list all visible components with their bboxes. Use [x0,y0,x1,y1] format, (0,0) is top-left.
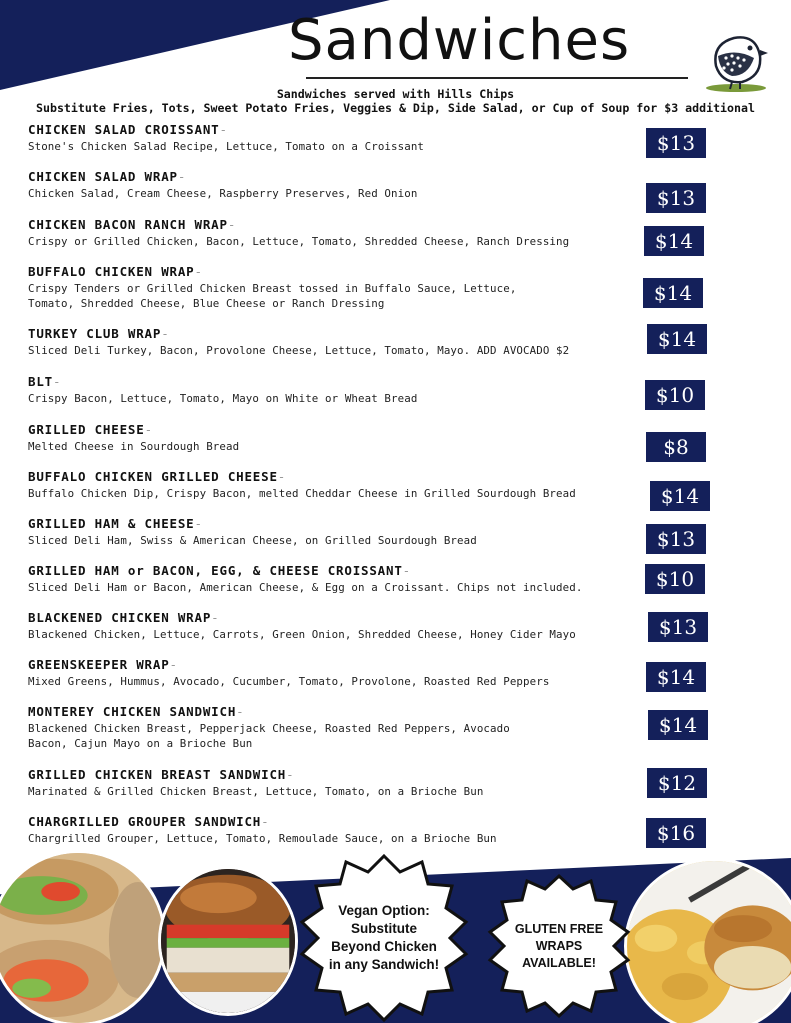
item-description: Melted Cheese in Sourdough Bread [28,440,240,453]
price-badge: $13 [646,524,706,554]
item-description: Blackened Chicken Breast, Pepperjack Cheese, Roasted Red Peppers, Avocado Bacon, Cajun Mayo on a Brioche Bun [28,722,510,750]
menu-item [28,374,640,406]
menu-item [28,169,640,201]
menu-item [28,469,640,501]
menu-item [28,767,640,799]
price-badge: $13 [646,183,706,213]
item-description: Buffalo Chicken Dip, Crispy Bacon, melted Cheddar Cheese in Grilled Sourdough Bread [28,487,576,500]
price-badge: $13 [648,612,708,642]
subtitle-chips: Sandwiches served with Hills Chips [276,87,515,101]
item-name: BLACKENED CHICKEN WRAP - [28,610,640,625]
item-name: CHICKEN SALAD CROISSANT - [28,122,640,137]
item-description: Blackened Chicken, Lettuce, Carrots, Green Onion, Shredded Cheese, Honey Cider Mayo [28,628,576,641]
gluten-free-text: GLUTEN FREE WRAPS AVAILABLE! [514,921,604,970]
bird-logo-icon [702,26,770,96]
menu-item [28,264,640,311]
item-description: Mixed Greens, Hummus, Avocado, Cucumber, Tomato, Provolone, Roasted Red Peppers [28,675,550,688]
item-name: CHICKEN BACON RANCH WRAP - [28,217,640,232]
menu-item [28,657,640,689]
item-description: Crispy Tenders or Grilled Chicken Breast tossed in Buffalo Sauce, Lettuce, Tomato, Shredded Cheese, Blue Cheese or Ranch Dressing [28,282,517,310]
price-badge: $16 [646,818,706,848]
item-name: GRILLED CHICKEN BREAST SANDWICH - [28,767,640,782]
price-badge: $14 [643,278,703,308]
menu-item [28,422,640,454]
item-description: Sliced Deli Ham or Bacon, American Cheese, & Egg on a Croissant. Chips not included. [28,581,583,594]
item-description: Crispy Bacon, Lettuce, Tomato, Mayo on White or Wheat Bread [28,392,418,405]
item-name: GRILLED HAM or BACON, EGG, & CHEESE CROISSANT - [28,563,640,578]
price-badge: $14 [648,710,708,740]
vegan-option-text: Vegan Option: Substitute Beyond Chicken in any Sandwich! [328,903,440,972]
menu-item [28,704,640,751]
item-description: Marinated & Grilled Chicken Breast, Lettuce, Tomato, on a Brioche Bun [28,785,484,798]
page-title: Sandwiches [288,8,631,73]
price-badge: $13 [646,128,706,158]
item-description: Sliced Deli Turkey, Bacon, Provolone Cheese, Lettuce, Tomato, Mayo. ADD AVOCADO $2 [28,344,570,357]
item-description: Crispy or Grilled Chicken, Bacon, Lettuce, Tomato, Shredded Cheese, Ranch Dressing [28,235,570,248]
vegan-option-badge [296,852,472,1023]
item-description: Chicken Salad, Cream Cheese, Raspberry Preserves, Red Onion [28,187,418,200]
item-name: BUFFALO CHICKEN GRILLED CHEESE - [28,469,640,484]
item-name: GRILLED CHEESE - [28,422,640,437]
menu-item [28,610,640,642]
item-name: BLT - [28,374,640,389]
wrap-photo [0,850,166,1023]
item-name: BUFFALO CHICKEN WRAP - [28,264,640,279]
menu-item [28,516,640,548]
item-name: CHARGRILLED GROUPER SANDWICH - [28,814,640,829]
item-name: MONTEREY CHICKEN SANDWICH - [28,704,640,719]
price-badge: $14 [646,662,706,692]
item-description: Stone's Chicken Salad Recipe, Lettuce, Tomato on a Croissant [28,140,425,153]
menu-item [28,217,640,249]
item-name: TURKEY CLUB WRAP - [28,326,640,341]
item-description: Sliced Deli Ham, Swiss & American Cheese, on Grilled Sourdough Bread [28,534,477,547]
price-badge: $8 [646,432,706,462]
gluten-free-badge [484,872,634,1020]
menu-item [28,563,640,595]
price-badge: $10 [645,564,705,594]
price-badge: $10 [645,380,705,410]
price-badge: $12 [647,768,707,798]
item-description: Chargrilled Grouper, Lettuce, Tomato, Remoulade Sauce, on a Brioche Bun [28,832,497,845]
title-underline [306,77,688,79]
price-badge: $14 [647,324,707,354]
burger-photo [158,866,298,1016]
menu-item [28,122,640,154]
item-name: CHICKEN SALAD WRAP - [28,169,640,184]
item-name: GREENSKEEPER WRAP - [28,657,640,672]
menu-item [28,814,640,846]
menu-item [28,326,640,358]
subtitle-substitutions: Substitute Fries, Tots, Sweet Potato Fries, Veggies & Dip, Side Salad, or Cup of Soup for $3 additional [36,101,755,115]
price-badge: $14 [644,226,704,256]
item-name: GRILLED HAM & CHEESE - [28,516,640,531]
price-badge: $14 [650,481,710,511]
